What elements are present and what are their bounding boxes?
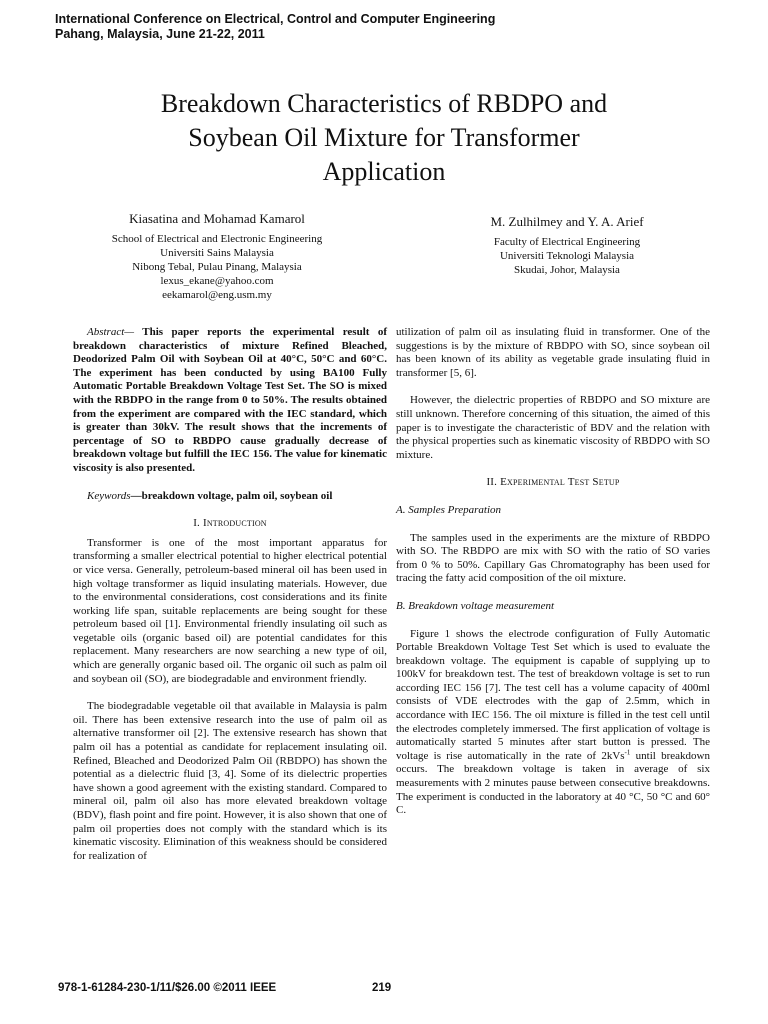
keywords — [73, 490, 387, 504]
left-column — [73, 326, 387, 863]
affiliation-line: Nibong Tebal, Pulau Pinang, Malaysia — [132, 261, 302, 273]
conference-location-date: Pahang, Malaysia, June 21-22, 2011 — [55, 27, 265, 41]
page-number: 219 — [372, 982, 392, 994]
author-names-right: M. Zulhilmey and Y. A. Arief — [490, 214, 644, 229]
paragraph: Transformer is one of the most important apparatus for transforming a smaller electrical potential to higher electrical potential or vice versa. Generally, petroleum-based mineral oil has been used in high voltage transformer as liquid insulating materials. However, due to the environmental considerations, cost considerations and its finite working life span, suitable replacements are being sought for these petroleum based oil [1]. Environmental friendly insulating oil such as vegetable oils (organic based oil) are potential candidates for this replacement. Many researchers are now searching a new type of oil, which are generally organic based oil. The organic oil such as palm oil and soybean oil (SO), are biodegradable and environment friendly. — [73, 536, 387, 685]
footer-isbn: 978-1-61284-230-1/11/$26.00 ©2011 IEEE — [58, 982, 277, 994]
affiliation-line: Universiti Sains Malaysia — [160, 247, 274, 259]
section-heading: I. Introduction — [193, 517, 267, 530]
right-column — [396, 326, 710, 818]
affiliation-line: Faculty of Electrical Engineering — [493, 236, 641, 248]
keywords-lead: Keywords — [87, 489, 131, 502]
keywords-text: —breakdown voltage, palm oil, soybean oil — [130, 489, 333, 502]
paragraph-text: until breakdown occurs. The breakdown voltage is taken in average of six measurements with 2 minutes pause between consecutive breakdowns. The experiment is conducted in the laboratory at 40 °C, 50 °C and 60° C. — [396, 749, 710, 817]
affiliation-line: Skudai, Johor, Malaysia — [514, 264, 620, 276]
paragraph: The biodegradable vegetable oil that available in Malaysia is palm oil. There has been extensive research into the use of palm oil as alternative transformer oil [2]. The extensive research has shown that palm oil has a potential as candidate for replacement insulating oil. Refined, Bleached and Deodorized Palm Oil (RBDPO) has shown the potential as a dielectric fluid [3, 4]. Some of its dielectric properties have shown a good agreement with the existing standard. Compared to mineral oil, palm oil also has more elevated breakdown voltage (BDV), flash point and fire point. However, it is also shown that one of palm oil properties does not comply with the standard which is its kinematic viscosity. Elimination of this weakness should be considered for realization of — [73, 700, 387, 862]
superscript: -1 — [624, 748, 631, 757]
paragraph: The samples used in the experiments are the mixture of RBDPO with SO. The RBDPO are mix with SO with the ratio of SO varies from 0 % to 50%. Capillary Gas Chromatography has been used for tracing the fatty acid composition of the oil mixture. — [396, 531, 710, 585]
title-line-2: Soybean Oil Mixture for Transformer — [188, 123, 580, 152]
paper-title — [100, 87, 668, 189]
title-line-3: Application — [322, 157, 446, 186]
abstract — [73, 326, 387, 476]
affiliation-line: Universiti Teknologi Malaysia — [499, 250, 635, 262]
author-block-right — [432, 214, 702, 277]
paragraph — [396, 628, 710, 818]
abstract-text: This paper reports the experimental result of breakdown characteristics of mixture Refined Bleached, Deodorized Palm Oil with Soybean Oil at 40°C, 50°C and 60°C. The experiment has been conducted by using BA100 Fully Automatic Portable Breakdown Voltage Test Set. The SO is mixed with the RBDPO in the range from 0 to 50%. The results obtained from the experiment are compared with the IEC standard, which is greater than 30kV. The result shows that the increments of percentage of SO to RBDPO cause gradually decrease of breakdown voltage but fulfill the IEC 156. The value for kinematic viscosity is also presented. — [73, 326, 387, 474]
paragraph: utilization of palm oil as insulating fluid in transformer. One of the suggestions is by the mixture of RBDPO with SO, since soybean oil has been known of its ability as vegetable grade insulating fluid in transformer [5, 6]. — [396, 326, 710, 379]
paragraph-text: Figure 1 shows the electrode configuration of Fully Automatic Portable Breakdown Voltage Test Set which is used to evaluate the breakdown voltage. The equipment is capable of supplying up to 100kV for breakdown test. The test of breakdown voltage is set to run according IEC 156 [7]. The test cell has a volume capacity of 400ml consists of VDE electrodes with the gap of 2.5mm, which in accordance with IEC 156. The oil mixture is filled in the test cell until the electrodes completely immersed. The first application of voltage is automatically started 5 minutes after start button is pressed. The voltage is rise automatically in the rate of 2kVs — [396, 627, 710, 762]
subsection-heading: A. Samples Preparation — [396, 503, 501, 516]
author-names-left: Kiasatina and Mohamad Kamarol — [129, 211, 305, 226]
author-email: lexus_ekane@yahoo.com — [160, 275, 274, 287]
author-email: eekamarol@eng.usm.my — [162, 289, 272, 301]
conference-header — [55, 12, 495, 42]
conference-name: International Conference on Electrical, Control and Computer Engineering — [55, 12, 496, 26]
title-line-1: Breakdown Characteristics of RBDPO and — [160, 89, 608, 118]
abstract-lead: Abstract— — [87, 326, 135, 338]
section-heading: II. Experimental Test Setup — [486, 476, 620, 489]
paragraph: However, the dielectric properties of RBDPO and SO mixture are still unknown. Therefore concerning of this situation, the aimed of this paper is to investigate the characteristic of BDV and the relation with the physical properties such as kinematic viscosity of RBDPO with SO mixture. — [396, 394, 710, 461]
affiliation-line: School of Electrical and Electronic Engineering — [111, 233, 323, 245]
author-block-left — [88, 211, 346, 302]
subsection-heading: B. Breakdown voltage measurement — [396, 599, 555, 612]
